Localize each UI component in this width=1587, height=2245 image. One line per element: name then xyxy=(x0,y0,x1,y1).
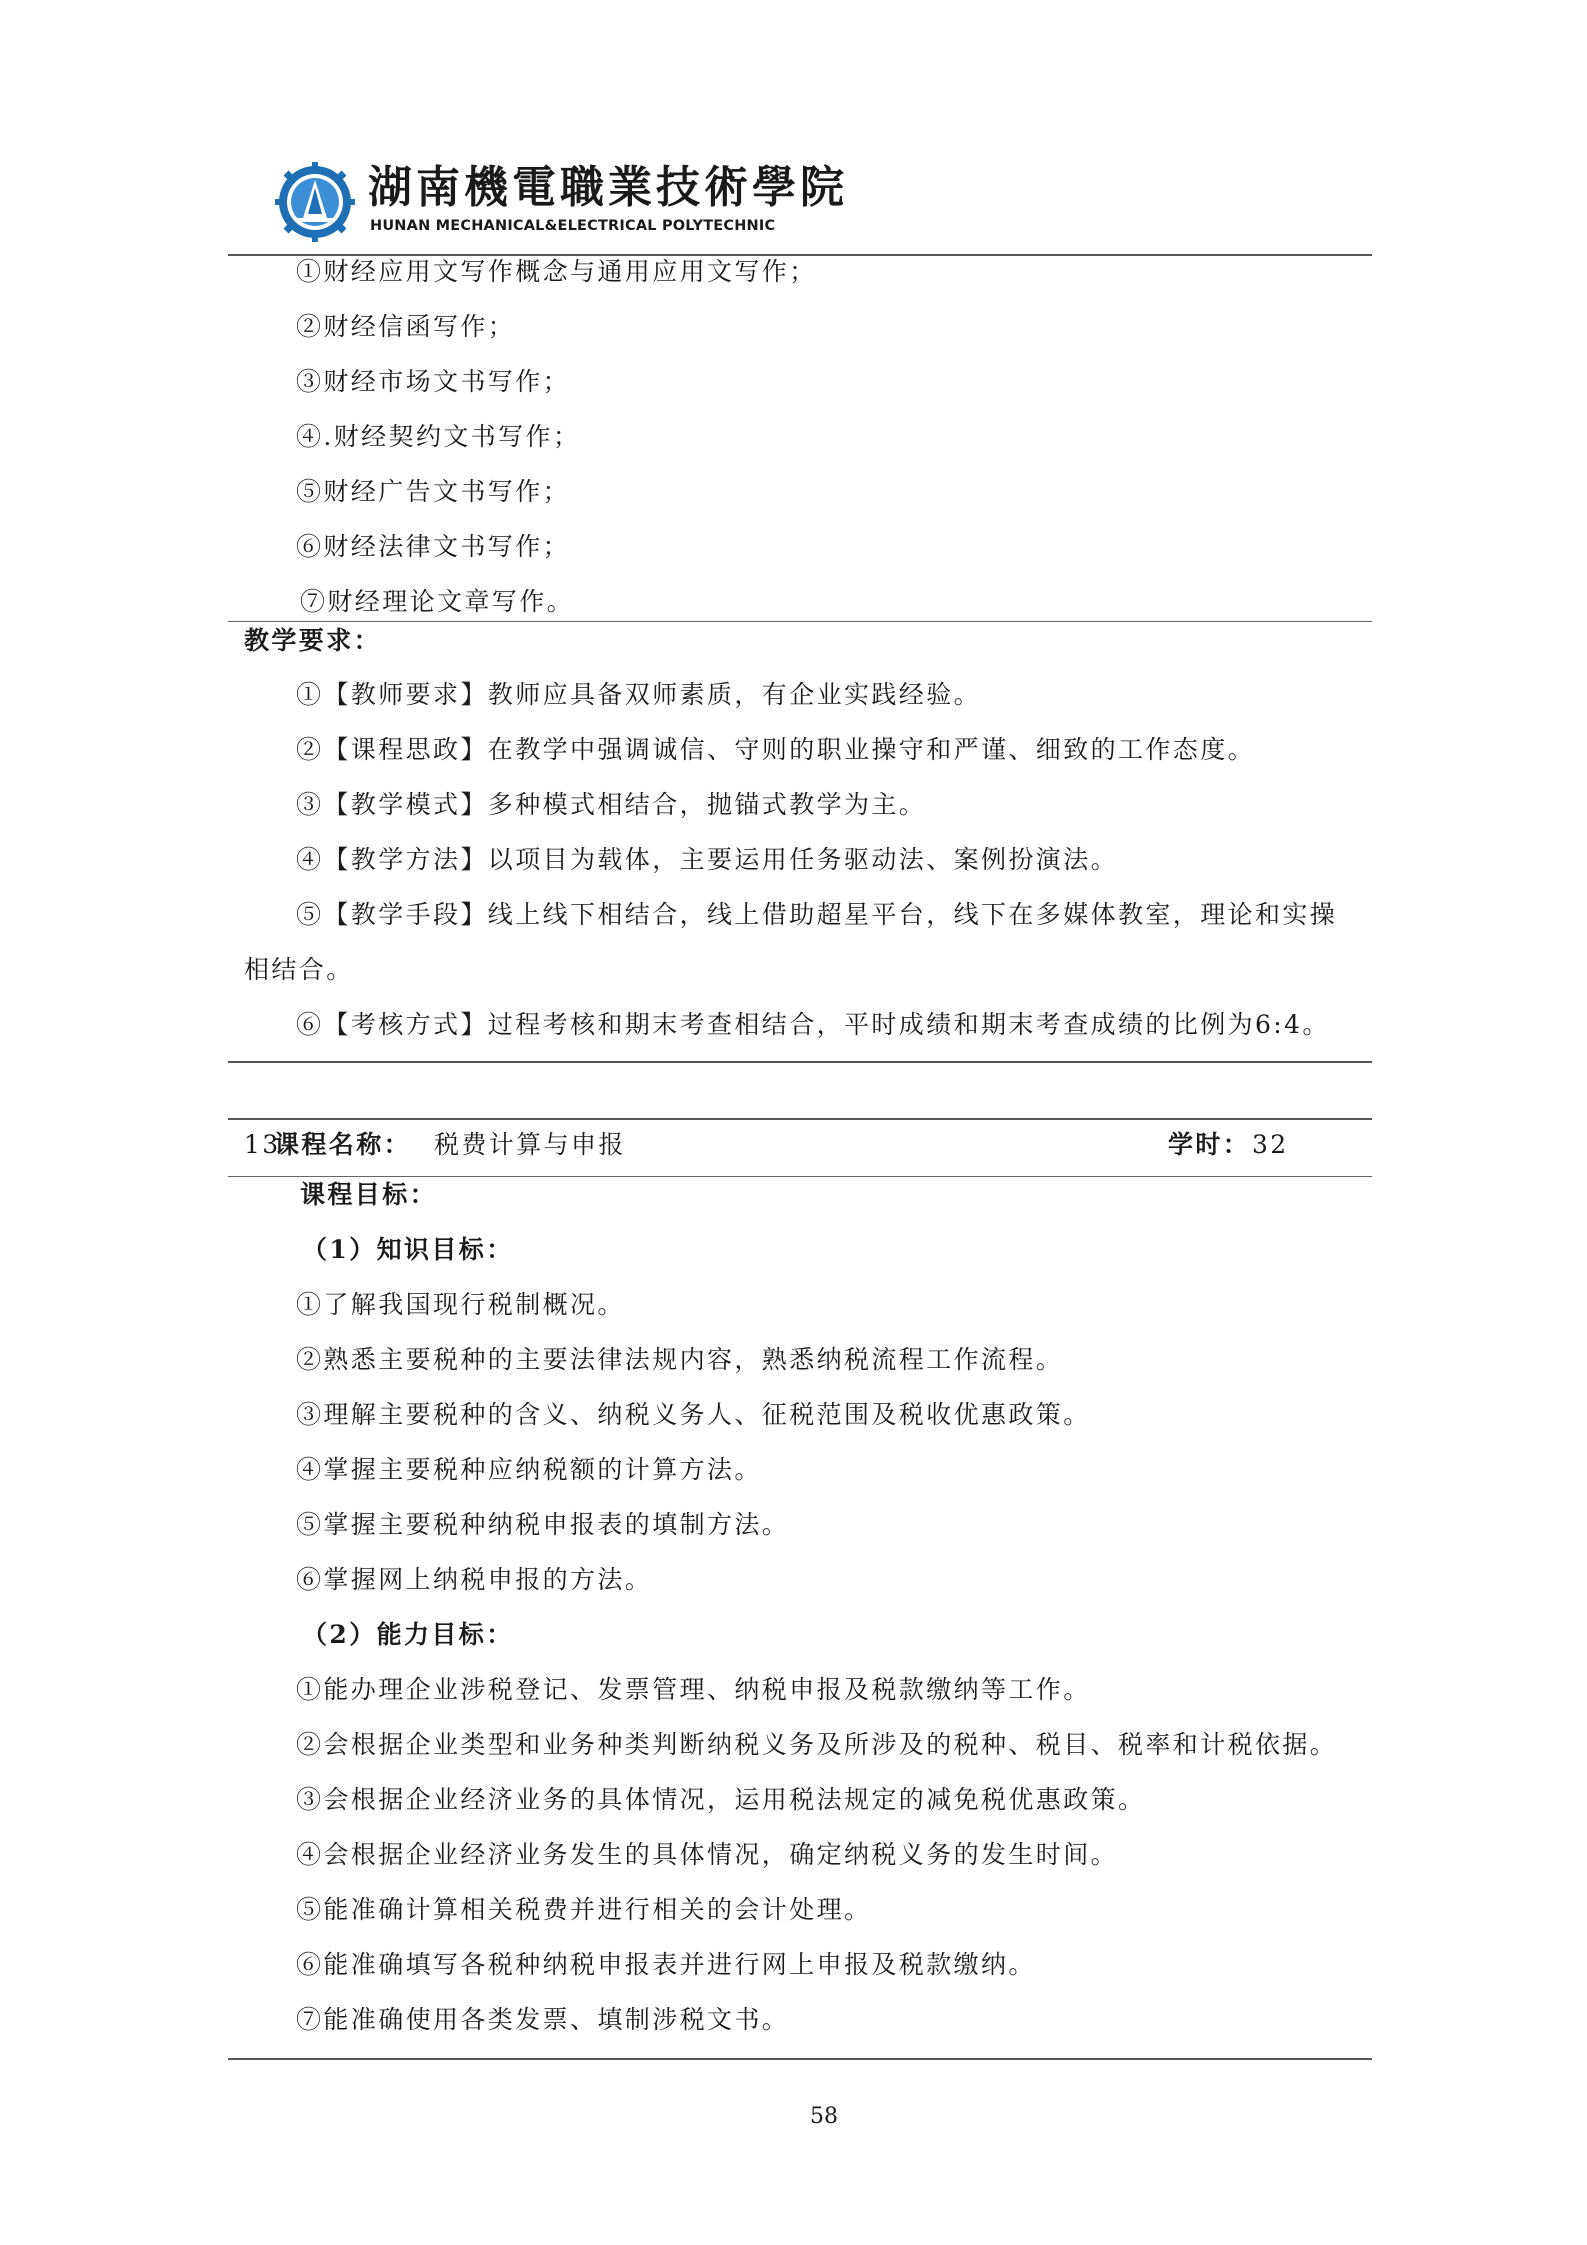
course-hours-value: 32 xyxy=(1252,1130,1289,1159)
list-item: ③【教学模式】多种模式相结合，抛锚式教学为主。 xyxy=(296,790,927,819)
header-divider xyxy=(228,254,1372,256)
list-item: ②【课程思政】在教学中强调诚信、守则的职业操守和严谨、细致的工作态度。 xyxy=(296,735,1256,764)
list-item: ②会根据企业类型和业务种类判断纳税义务及所涉及的税种、税目、税率和计税依据。 xyxy=(296,1730,1338,1759)
list-item: ④.财经契约文书写作； xyxy=(296,422,581,451)
list-item: ①财经应用文写作概念与通用应用文写作； xyxy=(296,257,817,286)
table-bottom-border xyxy=(228,1061,1372,1063)
table-bottom-border xyxy=(228,2058,1372,2060)
list-item: ⑤能准确计算相关税费并进行相关的会计处理。 xyxy=(296,1895,872,1924)
list-item: ③理解主要税种的含义、纳税义务人、征税范围及税收优惠政策。 xyxy=(296,1400,1091,1429)
list-item: ⑥财经法律文书写作； xyxy=(296,532,571,561)
list-item: 相结合。 xyxy=(244,955,354,984)
list-item: ③会根据企业经济业务的具体情况，运用税法规定的减免税优惠政策。 xyxy=(296,1785,1146,1814)
list-item: ⑥掌握网上纳税申报的方法。 xyxy=(296,1565,653,1594)
list-item: ①能办理企业涉税登记、发票管理、纳税申报及税款缴纳等工作。 xyxy=(296,1675,1091,1704)
list-item: ③财经市场文书写作； xyxy=(296,367,571,396)
teaching-requirements-heading: 教学要求： xyxy=(244,626,382,655)
list-item: ①【教师要求】教师应具备双师素质，有企业实践经验。 xyxy=(296,680,982,709)
course-hours-label: 学时： xyxy=(1168,1130,1251,1159)
list-item: ⑥【考核方式】过程考核和期末考查相结合，平时成绩和期末考查成绩的比例为6:4。 xyxy=(296,1010,1330,1039)
list-item: ①了解我国现行税制概况。 xyxy=(296,1290,625,1319)
course-name: 税费计算与申报 xyxy=(434,1130,626,1159)
list-item: ②熟悉主要税种的主要法律法规内容，熟悉纳税流程工作流程。 xyxy=(296,1345,1064,1374)
course-number: 13 xyxy=(244,1130,281,1159)
ability-objectives-heading: （2）能力目标： xyxy=(302,1620,514,1649)
college-emblem-icon xyxy=(275,162,355,242)
list-item: ⑥能准确填写各税种纳税申报表并进行网上申报及税款缴纳。 xyxy=(296,1950,1036,1979)
list-item: ⑦能准确使用各类发票、填制涉税文书。 xyxy=(296,2005,790,2034)
list-item: ②财经信函写作； xyxy=(296,312,516,341)
list-item: ⑤掌握主要税种纳税申报表的填制方法。 xyxy=(296,1510,790,1539)
school-name-chinese: 湖南機電職業技術學院 xyxy=(368,162,848,213)
list-item: ⑦财经理论文章写作。 xyxy=(300,587,575,616)
knowledge-objectives-heading: （1）知识目标： xyxy=(302,1235,514,1264)
list-item: ④【教学方法】以项目为载体，主要运用任务驱动法、案例扮演法。 xyxy=(296,845,1119,874)
list-item: ④会根据企业经济业务发生的具体情况，确定纳税义务的发生时间。 xyxy=(296,1840,1119,1869)
section-divider xyxy=(228,1176,1372,1177)
course-objectives-heading: 课程目标： xyxy=(300,1180,438,1209)
school-name-english: HUNAN MECHANICAL&ELECTRICAL POLYTECHNIC xyxy=(370,218,776,234)
section-divider xyxy=(228,621,1372,622)
list-item: ⑤【教学手段】线上线下相结合，线上借助超星平台，线下在多媒体教室，理论和实操 xyxy=(296,900,1338,929)
list-item: ⑤财经广告文书写作； xyxy=(296,477,571,506)
list-item: ④掌握主要税种应纳税额的计算方法。 xyxy=(296,1455,762,1484)
course-name-label: 课程名称： xyxy=(274,1130,412,1159)
page-number: 58 xyxy=(810,2104,838,2129)
table-top-border xyxy=(228,1118,1372,1120)
